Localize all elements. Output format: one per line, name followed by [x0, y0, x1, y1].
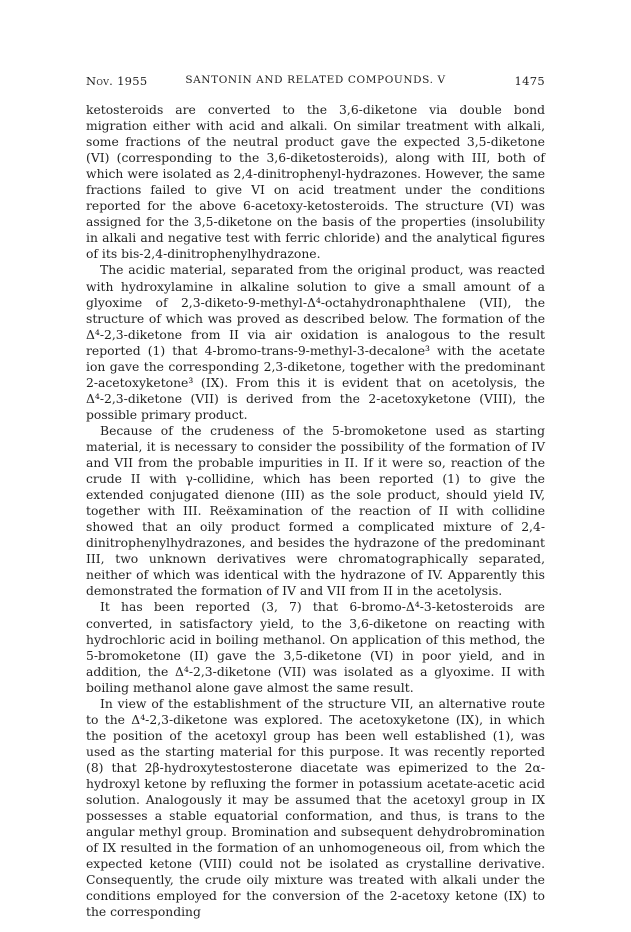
paragraph-3: Because of the crudeness of the 5-bromoketone used as starting material, it is necessary to consider the possibility of the formation of IV and VII from the probable impurities in II. If it were so, reaction of the crude II with γ-collidine, which has been reported (1) to give the extended conjugated dienone (III) as the sole product, should yield IV, together with III. Reëxamination of the reaction of II with collidine showed that an oily product formed a complicated mixture of 2,4-dinitrophenylhydrazones, and besides the hydrazone of the predominant III, two unknown derivatives were chromatographically separated, neither of which was identical with the hydrazone of IV. Apparently this demonstrated the formation of IV and VII from II in the acetolysis. — [86, 423, 545, 599]
running-header — [86, 74, 545, 92]
paragraph-1: ketosteroids are converted to the 3,6-diketone via double bond migration either with acid and alkali. On similar treatment with alkali, some fractions of the neutral product gave the expected 3,5-diketone (VI) (corresponding to the 3,6-diketosteroids), along with III, both of which were isolated as 2,4-dinitrophenyl-hydrazones. However, the same fractions failed to give VI on acid treatment under the conditions reported for the above 6-acetoxy-ketosteroids. The structure (VI) was assigned for the 3,5-diketone on the basis of the properties (insolubility in alkali and negative test with ferric chloride) and the analytical figures of its bis-2,4-dinitrophenylhydrazone. — [86, 103, 545, 262]
paragraph-4: It has been reported (3, 7) that 6-bromo-Δ⁴-3-ketosteroids are converted, in satisfactory yield, to the 3,6-diketone on reacting with hydrochloric acid in boiling methanol. On application of this method, the 5-bromoketone (II) gave the 3,5-diketone (VI) in poor yield, and in addition, the Δ⁴-2,3-diketone (VII) was isolated as a glyoxime. II with boiling methanol alone gave almost the same result. — [86, 600, 545, 695]
paragraph-2: The acidic material, separated from the original product, was reacted with hydroxylamine in alkaline solution to give a small amount of a glyoxime of 2,3-diketo-9-methyl-Δ⁴-octahydronaphthalene (VII), the structure of which was proved as described below. The formation of the Δ⁴-2,3-diketone from II via air oxidation is analogous to the result reported (1) that 4-bromo-trans-9-methyl-3-decalone³ with the acetate ion gave the corresponding 2,3-diketone, together with the predominant 2-acetoxyketone³ (IX). From this it is evident that on acetolysis, the Δ⁴-2,3-diketone (VII) is derived from the 2-acetoxyketone (VIII), the possible primary product. — [86, 263, 545, 422]
header-date: Nov. 1955 — [86, 74, 148, 88]
page-number: 1475 — [514, 74, 545, 88]
header-title: SANTONIN AND RELATED COMPOUNDS. V — [185, 74, 446, 86]
article-body — [86, 102, 545, 920]
paragraph-5: In view of the establishment of the structure VII, an alternative route to the Δ⁴-2,3-diketone was explored. The acetoxyketone (IX), in which the position of the acetoxyl group has been well established (1), was used as the starting material for this purpose. It was recently reported (8) that 2β-hydroxytestosterone diacetate was epimerized to the 2α-hydroxyl ketone by refluxing the former in potassium acetate-acetic acid solution. Analogously it may be assumed that the acetoxyl group in IX possesses a stable equatorial conformation, and thus, is trans to the angular methyl group. Bromination and subsequent dehydrobromination of IX resulted in the formation of an unhomogeneous oil, from which the expected ketone (VIII) could not be isolated as crystalline derivative. Consequently, the crude oily mixture was treated with alkali under the conditions employed for the conversion of the 2-acetoxy ketone (IX) to the corresponding — [86, 696, 545, 920]
